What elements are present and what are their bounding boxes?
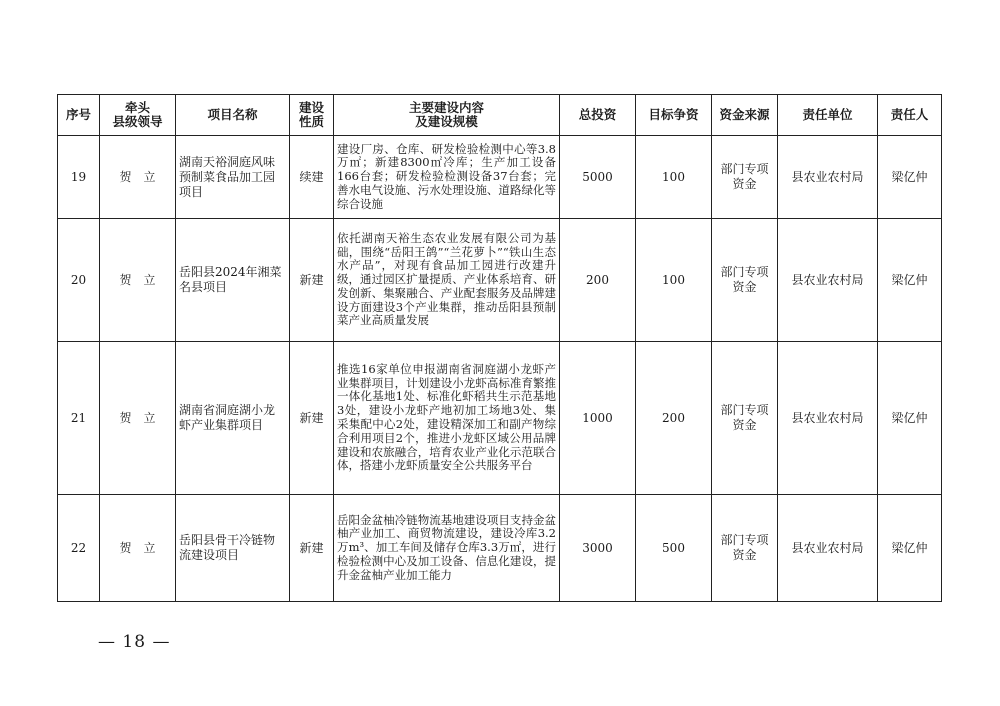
cell-total: 3000	[560, 495, 636, 602]
cell-name: 湖南省洞庭湖小龙 虾产业集群项目	[176, 342, 290, 495]
cell-person: 梁亿仲	[878, 495, 942, 602]
table-row	[58, 495, 942, 602]
cell-person: 梁亿仲	[878, 342, 942, 495]
cell-target: 500	[636, 495, 712, 602]
table-header-row	[58, 95, 942, 136]
cell-name: 岳阳县2024年湘菜 名县项目	[176, 219, 290, 342]
cell-seq: 20	[58, 219, 100, 342]
header-source: 资金来源	[712, 95, 778, 136]
cell-unit: 县农业农村局	[778, 495, 878, 602]
cell-unit: 县农业农村局	[778, 342, 878, 495]
page-number: — 18 —	[98, 632, 171, 652]
table-row	[58, 136, 942, 219]
header-person: 责任人	[878, 95, 942, 136]
cell-source: 部门专项 资金	[712, 342, 778, 495]
cell-content: 建设厂房、仓库、研发检验检测中心等3.8万㎡；新建8300㎡冷库；生产加工设备166台套；研发检验检测设备37台套；完善水电气设施、污水处理设施、道路绿化等综合设施	[334, 136, 560, 219]
cell-nature: 新建	[290, 342, 334, 495]
cell-target: 100	[636, 136, 712, 219]
header-nature: 建设 性质	[290, 95, 334, 136]
cell-nature: 新建	[290, 219, 334, 342]
cell-nature: 续建	[290, 136, 334, 219]
cell-content: 岳阳金盆柚冷链物流基地建设项目支持金盆柚产业加工、商贸物流建设，建设冷库3.2万m³、加工车间及储存仓库3.3万㎡，进行检验检测中心及加工设备、信息化建设，提升金盆柚产业加工能力	[334, 495, 560, 602]
cell-source: 部门专项 资金	[712, 495, 778, 602]
cell-seq: 21	[58, 342, 100, 495]
cell-content: 推选16家单位申报湖南省洞庭湖小龙虾产业集群项目，计划建设小龙虾高标准育繁推一体化基地1处、标准化虾稻共生示范基地3处，建设小龙虾产地初加工场地3处、集采集配中心2处，建设精深加工和副产物综合利用项目2个，推进小龙虾区域公用品牌建设和农旅融合，培育农业产业化示范联合体，搭建小龙虾质量安全公共服务平台	[334, 342, 560, 495]
cell-source: 部门专项 资金	[712, 219, 778, 342]
header-leader: 牵头 县级领导	[100, 95, 176, 136]
cell-leader: 贺 立	[100, 136, 176, 219]
cell-person: 梁亿仲	[878, 219, 942, 342]
cell-unit: 县农业农村局	[778, 136, 878, 219]
project-table	[57, 94, 942, 602]
cell-target: 200	[636, 342, 712, 495]
header-content: 主要建设内容 及建设规模	[334, 95, 560, 136]
cell-leader: 贺 立	[100, 495, 176, 602]
cell-target: 100	[636, 219, 712, 342]
cell-unit: 县农业农村局	[778, 219, 878, 342]
header-name: 项目名称	[176, 95, 290, 136]
cell-seq: 19	[58, 136, 100, 219]
cell-seq: 22	[58, 495, 100, 602]
cell-total: 1000	[560, 342, 636, 495]
cell-nature: 新建	[290, 495, 334, 602]
header-total: 总投资	[560, 95, 636, 136]
cell-leader: 贺 立	[100, 342, 176, 495]
cell-name: 湖南天裕洞庭风味 预制菜食品加工园 项目	[176, 136, 290, 219]
header-target: 目标争资	[636, 95, 712, 136]
header-unit: 责任单位	[778, 95, 878, 136]
cell-content: 依托湖南天裕生态农业发展有限公司为基础，围绕“岳阳王鸽”“兰花萝卜”“铁山生态水产品”，对现有食品加工园进行改建升级，通过园区扩量提质、产业体系培育、研发创新、集聚融合、产业配套服务及品牌建设方面建设3个产业集群，推动岳阳县预制菜产业高质量发展	[334, 219, 560, 342]
cell-name: 岳阳县骨干冷链物 流建设项目	[176, 495, 290, 602]
cell-source: 部门专项 资金	[712, 136, 778, 219]
cell-total: 5000	[560, 136, 636, 219]
header-seq: 序号	[58, 95, 100, 136]
cell-person: 梁亿仲	[878, 136, 942, 219]
table-row	[58, 342, 942, 495]
table-row	[58, 219, 942, 342]
cell-total: 200	[560, 219, 636, 342]
cell-leader: 贺 立	[100, 219, 176, 342]
